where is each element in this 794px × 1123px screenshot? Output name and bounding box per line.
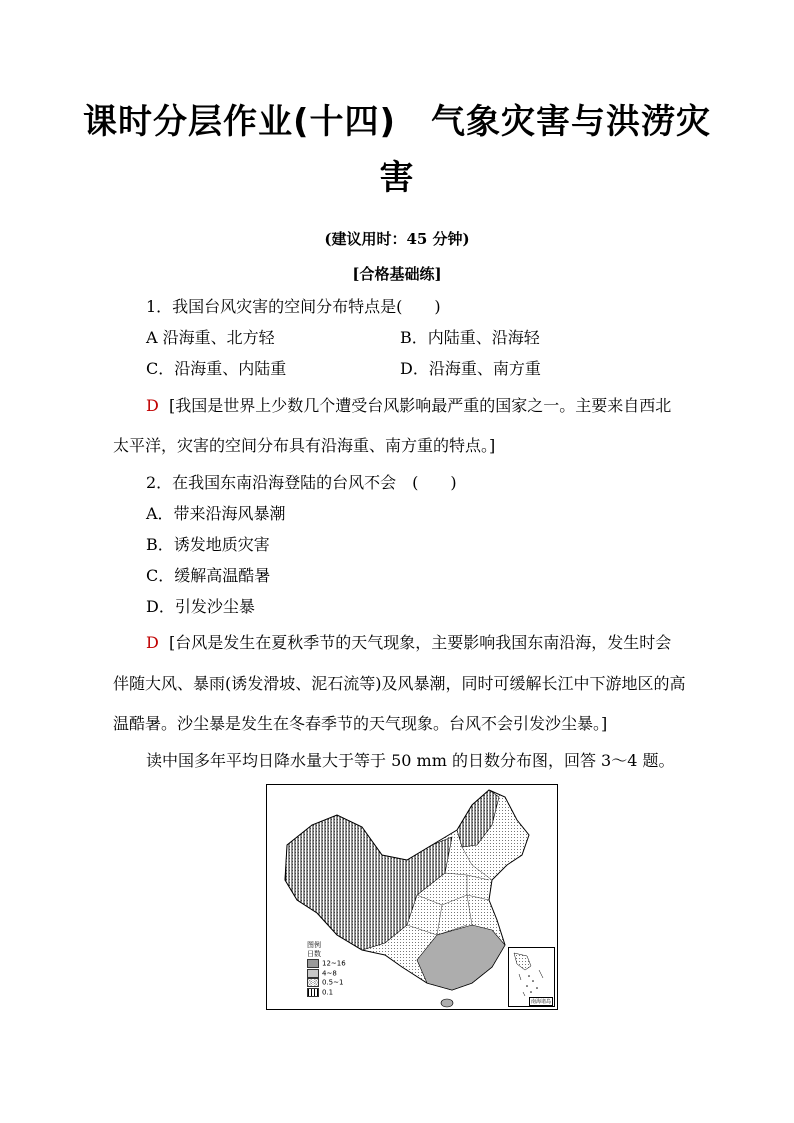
section-heading: [合格基础练] [352,265,442,283]
q1-option-c: C．沿海重、内陆重 [146,359,287,378]
legend-swatch-1 [307,959,319,968]
q1-option-d: D．沿海重、南方重 [400,359,541,378]
page-title-line2: 害 [379,158,415,198]
q2-option-c: C．缓解高温酷暑 [146,566,271,585]
q2-expl-text-1: [台风是发生在夏秋季节的天气现象，主要影响我国东南沿海，发生时会 [169,633,672,652]
q1-stem: 1．我国台风灾害的空间分布特点是( ) [146,297,441,316]
south-china-sea-inset [508,947,555,1007]
legend-swatch-4 [307,988,319,997]
q1-option-b: B．内陆重、沿海轻 [400,328,540,347]
page-title-line1: 课时分层作业(十四) 气象灾害与洪涝灾 [82,102,712,142]
legend-label-3: 0.5~1 [322,978,344,987]
q1-explanation-2: 太平洋，灾害的空间分布具有沿海重、南方重的特点。] [113,436,496,455]
legend-title-1: 图例 [307,941,321,949]
q1-expl-text-1: [我国是世界上少数几个遭受台风影响最严重的国家之一。主要来自西北 [169,396,672,415]
legend-swatch-3 [307,978,319,987]
q1-explanation-1 [146,393,671,416]
q1-answer: D [146,396,159,415]
legend-label-2: 4~8 [322,969,337,977]
legend-item-2 [307,969,346,979]
q2-explanation-2: 伴随大风、暴雨(诱发滑坡、泥石流等)及风暴潮，同时可缓解长江中下游地区的高 [113,674,686,693]
time-note: (建议用时：45 分钟) [324,230,470,248]
q2-explanation-1 [146,630,671,653]
legend-item-4 [307,988,346,998]
legend-item-3 [307,978,346,988]
q2-explanation-3: 温酷暑。沙尘暴是发生在冬春季节的天气现象。台风不会引发沙尘暴。] [113,714,608,733]
q2-option-d: D．引发沙尘暴 [146,597,255,616]
map-legend [307,941,346,997]
legend-title-2: 日数 [307,950,321,958]
q2-stem: 2．在我国东南沿海登陆的台风不会 ( ) [146,473,457,492]
q2-option-a: A．带来沿海风暴潮 [146,504,286,523]
legend-swatch-2 [307,969,319,978]
q2-answer: D [146,633,159,652]
china-rainfall-map [266,784,558,1010]
q1-option-a: A 沿海重、北方轻 [146,328,275,347]
legend-label-4: 0.1 [322,988,334,996]
hainan-island [441,999,453,1007]
map-intro: 读中国多年平均日降水量大于等于 50 mm 的日数分布图，回答 3～4 题。 [146,751,675,770]
inset-label: 南海诸岛 [530,999,551,1005]
q2-option-b: B．诱发地质灾害 [146,535,270,554]
legend-label-1: 12~16 [322,959,346,968]
legend-item-1 [307,959,346,969]
